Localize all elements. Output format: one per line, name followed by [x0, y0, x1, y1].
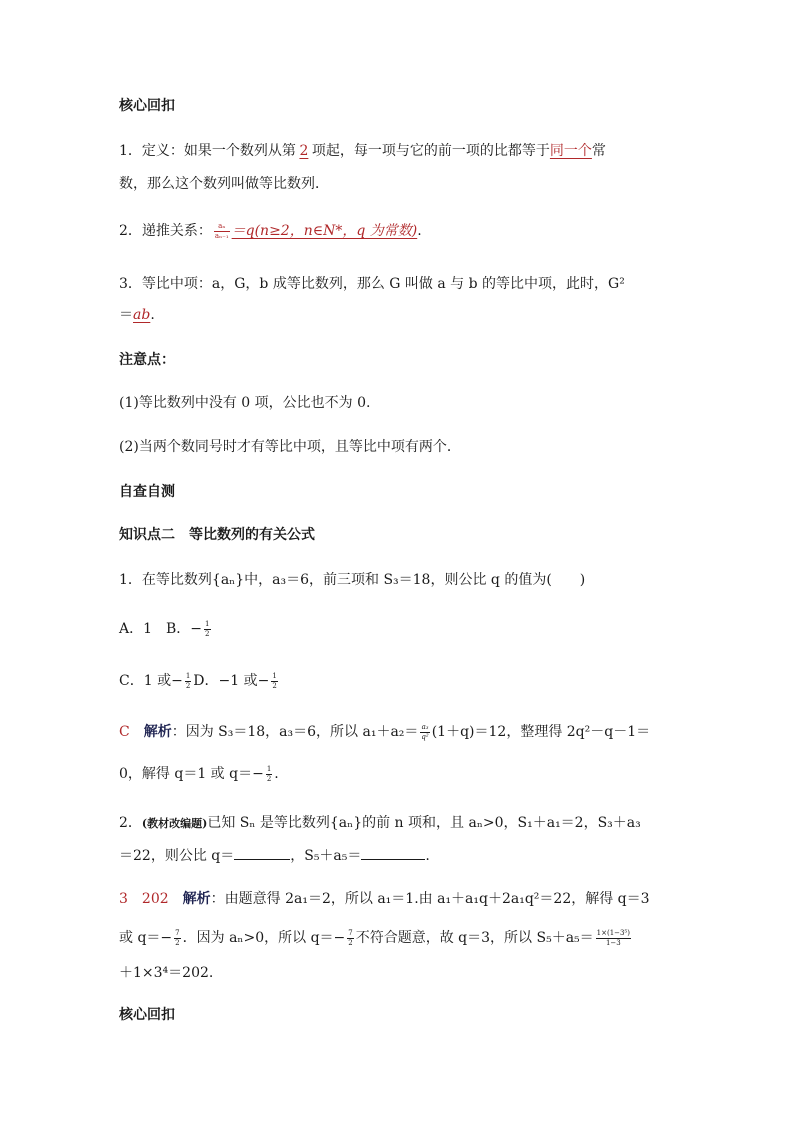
answer-1-l2-num: 1: [266, 764, 272, 773]
recurrence-frac-den: aₙ₋₁: [214, 231, 229, 240]
question-1-options-ab: [119, 619, 213, 639]
answer-1-label: 解析: [143, 724, 172, 740]
option-b-fraction: [204, 620, 210, 639]
answer-2-line-2: [119, 928, 633, 948]
question-2-line-2-mid: ，S₅＋a₅＝: [290, 848, 362, 864]
recurrence-line: [119, 221, 422, 241]
question-1-options-cd: [119, 671, 280, 691]
answer-2-label: 解析: [182, 891, 211, 907]
answer-1-frac-num: a₃: [421, 722, 429, 731]
answer-2-f2-num: 7: [348, 928, 353, 937]
definition-middle: 项起，每一项与它的前一项的比都等于: [311, 143, 550, 159]
option-d-fraction: [271, 672, 277, 691]
question-1-stem: 1．在等比数列{aₙ}中，a₃＝6，前三项和 S₃＝18，则公比 q 的值为( ): [119, 572, 586, 588]
answer-2-f3-num: 1×(1−3⁵): [596, 928, 631, 937]
question-2-text-1: 已知 Sₙ 是等比数列{aₙ}的前 n 项和，且 aₙ>0，S₁＋a₁＝2，S₃＋a₃: [207, 815, 641, 831]
answer-2-text-1: ：由题意得 2a₁＝2，所以 a₁＝1.由 a₁＋a₁q＋2a₁q²＝22，解得 q＝3: [210, 891, 650, 907]
recurrence-end: .: [417, 223, 422, 239]
definition-end: 常: [591, 143, 606, 159]
answer-1-l2-den: 2: [266, 774, 272, 783]
answer-2-fraction-1: [174, 929, 180, 948]
answer-2-line-1: [119, 889, 650, 909]
geometric-mean-line-1: 3．等比中项：a，G，b 成等比数列，那么 G 叫做 a 与 b 的等比中项，此时，G²: [119, 276, 625, 292]
answer-2-value-2: 202: [141, 891, 169, 907]
option-c-fraction: [185, 672, 191, 691]
answer-1-line-2-text: 0，解得 q＝1 或 q＝−: [119, 766, 264, 782]
answer-2-line-2-c: 不符合题意，故 q＝3，所以 S₅＋a₅＝: [355, 930, 594, 946]
self-test-heading: 自查自测: [119, 484, 175, 500]
answer-2-f3-den: 1−3: [605, 938, 621, 947]
answer-1-text-2: (1＋q)＝12，整理得 2q²－q－1＝: [431, 724, 651, 740]
question-2-tag: (教材改编题): [141, 817, 208, 830]
question-2-line-2-end: .: [425, 848, 430, 864]
answer-2-value-1: 3: [119, 891, 128, 907]
option-c-den: 2: [185, 681, 191, 690]
blank-start-index: 2: [299, 143, 309, 159]
answer-2-line-3: ＋1×3⁴＝202.: [119, 965, 214, 981]
option-d-den: 2: [272, 681, 277, 690]
recurrence-fraction: [214, 222, 230, 241]
recurrence-prefix: 2．递推关系：: [119, 223, 212, 239]
recurrence-frac-num: aₙ: [214, 222, 230, 232]
recurrence-rest: ＝q(n≥2，n∈N*，q 为常数): [231, 223, 418, 239]
answer-2-fraction-3: [596, 929, 631, 948]
answer-1-line-1: [119, 722, 650, 742]
answer-1-frac-den: q²: [421, 732, 429, 741]
core-review-heading-2: 核心回扣: [119, 1007, 175, 1023]
geometric-mean-blank: ab: [133, 307, 151, 323]
core-review-heading: 核心回扣: [119, 98, 175, 114]
note-1: (1)等比数列中没有 0 项，公比也不为 0.: [119, 395, 371, 411]
answer-2-f1-den: 2: [175, 938, 180, 947]
recurrence-blank: [212, 223, 417, 239]
answer-2-f1-num: 7: [175, 928, 180, 937]
answer-2-line-2-a: 或 q＝−: [119, 930, 173, 946]
knowledge-point-2-title: 知识点二 等比数列的有关公式: [119, 527, 315, 543]
answer-1-line-2-end: .: [274, 766, 279, 782]
question-2-number: 2．: [119, 815, 142, 831]
note-2: (2)当两个数同号时才有等比中项，且等比中项有两个．: [119, 439, 461, 455]
question-2-line-2: [119, 845, 430, 866]
option-c: C．1 或−: [119, 673, 183, 689]
geometric-mean-eq: ＝: [119, 307, 133, 323]
blank-same-constant: 同一个: [549, 143, 592, 159]
question-2-line-2-prefix: ＝22，则公比 q＝: [119, 848, 235, 864]
answer-2-line-2-b: ．因为 aₙ>0，所以 q＝−: [182, 930, 346, 946]
answer-1-fraction: [420, 723, 429, 742]
definition-prefix: 1．定义：如果一个数列从第: [119, 143, 296, 159]
question-2-line-1: [119, 813, 641, 834]
option-c-num: 1: [185, 671, 191, 680]
answer-1-line-2: [119, 764, 279, 784]
answer-blank-ratio[interactable]: [234, 845, 290, 860]
notes-title: 注意点：: [119, 352, 175, 368]
option-b-num: 1: [205, 619, 210, 628]
answer-2-fraction-2: [347, 929, 353, 948]
option-b-den: 2: [205, 629, 210, 638]
answer-2-f2-den: 2: [348, 938, 353, 947]
option-a-b: A．1 B．−: [119, 621, 203, 637]
definition-line-1: [119, 141, 606, 161]
answer-blank-sum[interactable]: [361, 845, 425, 860]
geometric-mean-end: .: [150, 307, 155, 323]
geometric-mean-line-2: [119, 305, 155, 325]
answer-1-line-2-fraction: [266, 765, 272, 784]
option-d: D．−1 或−: [193, 673, 270, 689]
answer-1-choice: C: [119, 724, 130, 740]
option-d-num: 1: [272, 671, 277, 680]
answer-1-text-1: ：因为 S₃＝18，a₃＝6，所以 a₁＋a₂＝: [171, 724, 419, 740]
definition-line-2: 数，那么这个数列叫做等比数列．: [119, 176, 329, 192]
